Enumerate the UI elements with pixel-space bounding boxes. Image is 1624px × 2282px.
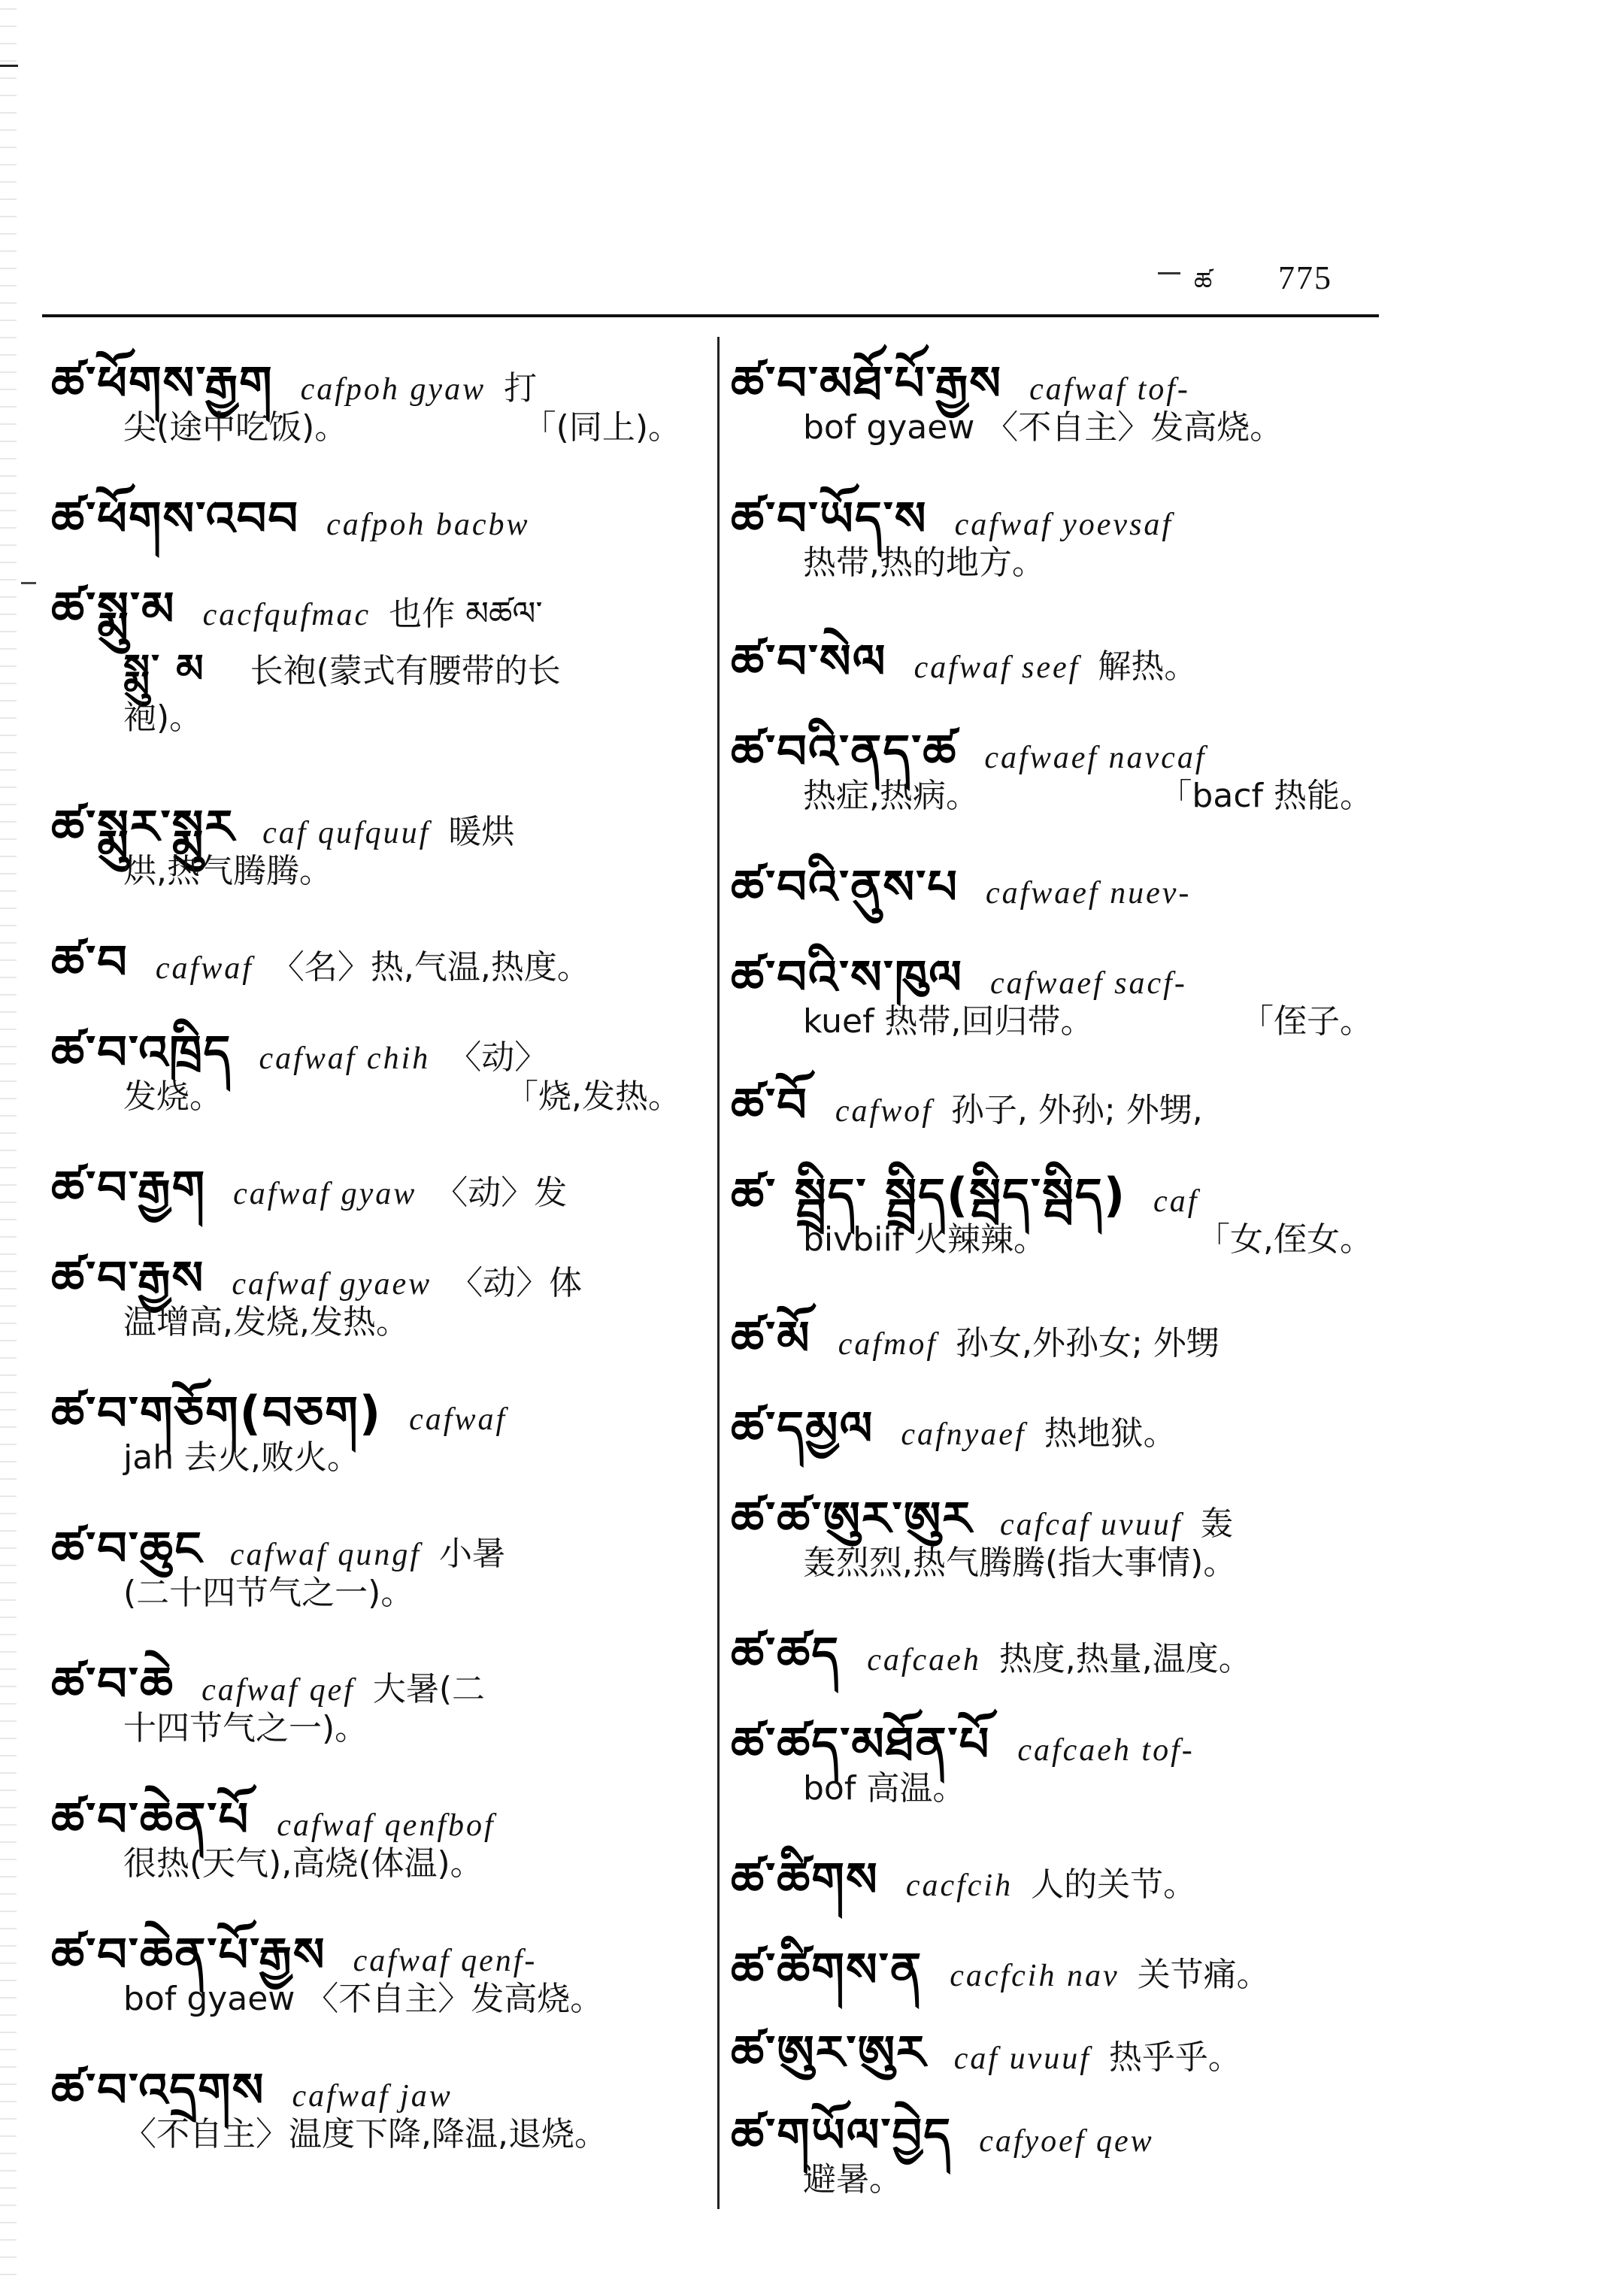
entry-first-line xyxy=(51,1226,687,1305)
entry-continuation-line xyxy=(51,690,687,755)
headword: ཚ་བའི་ནད་ཚ xyxy=(731,724,958,779)
entry-first-line xyxy=(51,1902,687,1982)
headword: ཚ་ཕོགས་འབབ xyxy=(51,491,300,546)
gloss: 解热。 xyxy=(1098,647,1198,686)
romanization: caf xyxy=(1153,1184,1199,1219)
headword: ཚ་བའི་ས་ཁུལ xyxy=(731,950,964,1005)
page-number: 775 xyxy=(1278,259,1332,296)
entry-first-line xyxy=(51,331,687,411)
entry-first-line xyxy=(731,835,1379,914)
headword: ཚ་བ་སེལ xyxy=(731,634,887,689)
continuation-text: 很热(天气),高烧(体温)。 xyxy=(123,1844,483,1883)
dictionary-entry xyxy=(51,466,687,546)
continuation-text: 〈不自主〉温度下降,降温,退烧。 xyxy=(123,2115,607,2153)
scan-edge-noise xyxy=(0,0,17,2282)
cross-reference-note: 「女,侄女。 xyxy=(1197,1220,1373,1259)
entry-first-line xyxy=(731,1376,1379,1456)
dictionary-entry xyxy=(731,2000,1379,2080)
continuation-text: bof gyaew 〈不自主〉发高烧。 xyxy=(803,408,1283,447)
dictionary-entry xyxy=(731,466,1379,600)
continuation-text: bof gyaew 〈不自主〉发高烧。 xyxy=(123,1980,604,2018)
dictionary-entry xyxy=(731,1143,1379,1277)
romanization: cafwaf gyaew xyxy=(232,1267,432,1302)
headword: ཚ་དམྱལ xyxy=(731,1401,874,1456)
gloss: 〈动〉 xyxy=(448,1038,548,1077)
header-dash xyxy=(1158,272,1180,274)
gloss: 孙女,外孙女; 外甥 xyxy=(956,1324,1220,1362)
gloss: 〈动〉体 xyxy=(450,1264,583,1302)
entry-first-line xyxy=(51,1361,687,1441)
headword: ཚ་གཡོལ་བྱེད xyxy=(731,2108,953,2162)
margin-mark xyxy=(21,582,36,584)
dictionary-entry xyxy=(51,1767,687,1901)
dictionary-entry xyxy=(51,910,687,989)
entry-first-line xyxy=(51,1632,687,1711)
entry-first-line xyxy=(51,774,687,854)
column-divider xyxy=(717,337,720,2209)
romanization: cafwaf xyxy=(409,1402,508,1437)
cross-reference-note: 「(同上)。 xyxy=(523,408,681,447)
romanization: cafwaf seef xyxy=(914,650,1080,685)
romanization: cacfcih nav xyxy=(950,1959,1120,1993)
romanization: cafwaf qenfbof xyxy=(277,1808,495,1843)
continuation-text: kuef 热带,回归带。 xyxy=(803,1002,1094,1041)
dictionary-entry xyxy=(731,1376,1379,1456)
headword: ཚ་ཚིགས་ན xyxy=(731,1942,923,1997)
headword: ཚ་བ་རྒྱག xyxy=(51,1160,207,1215)
entry-first-line xyxy=(51,1496,687,1576)
romanization: cacfcih xyxy=(905,1868,1013,1903)
headword: ཚ་བ་མཐོ་པོ་རྒྱས xyxy=(731,356,1003,411)
gloss: 轰 xyxy=(1200,1505,1234,1543)
dictionary-entry xyxy=(51,331,687,465)
gloss: 孙子, 外孙; 外甥, xyxy=(950,1091,1203,1129)
romanization: caf uvuuf xyxy=(953,2041,1091,2076)
gloss: 打 xyxy=(504,369,538,408)
romanization: cafwaf jaw xyxy=(292,2079,453,2114)
continuation-text: 热带,热的地方。 xyxy=(803,544,1045,582)
continuation-text: 温增高,发烧,发热。 xyxy=(123,1303,409,1341)
continuation-text: 袍)。 xyxy=(123,699,203,737)
entry-first-line xyxy=(51,1767,687,1847)
headword: ཚ་བ་འཁྲིད xyxy=(51,1025,232,1080)
entry-first-line xyxy=(731,1827,1379,1907)
entry-first-line xyxy=(731,2000,1379,2080)
romanization: cafwaef sacf- xyxy=(990,966,1187,1001)
headword: ཚ་ སྦྲིད་ སྦྲིད(སྦིད་སྦིད) xyxy=(731,1168,1127,1223)
entry-first-line xyxy=(51,1000,687,1080)
headword: ཚ་བ་གཅོག(བཅག) xyxy=(51,1386,383,1441)
cross-reference-note: 「侄子。 xyxy=(1241,1002,1373,1041)
entry-first-line xyxy=(731,1466,1379,1546)
dictionary-entry xyxy=(731,1466,1379,1600)
dictionary-entry xyxy=(731,609,1379,689)
headword: ཚ་བོ xyxy=(731,1077,808,1132)
entry-first-line xyxy=(51,2038,687,2117)
romanization: cafwaf qef xyxy=(201,1673,355,1708)
cross-reference-note: 「烧,发热。 xyxy=(505,1077,681,1116)
romanization: cafwaef navcaf xyxy=(984,741,1207,775)
headword: ཚ་མོ xyxy=(731,1311,811,1365)
romanization: cafwaf tof- xyxy=(1029,372,1190,407)
entry-first-line xyxy=(731,925,1379,1005)
corner-mark xyxy=(0,65,18,67)
dictionary-entry xyxy=(51,1135,687,1215)
continuation-text: 热症,热病。 xyxy=(803,777,979,815)
dictionary-entry xyxy=(51,556,687,755)
headword: ཚ་ཚིགས xyxy=(731,1852,879,1907)
headword: ཚ་བ་ཆེན་པོ་རྒྱས xyxy=(51,1927,326,1982)
continuation-text: (二十四节气之一)。 xyxy=(123,1574,414,1612)
entry-first-line xyxy=(731,1053,1379,1132)
romanization: cafcaf uvuuf xyxy=(999,1508,1183,1542)
romanization: cafwaef nuev- xyxy=(985,876,1192,911)
romanization: cacfqufmac xyxy=(202,598,371,632)
continuation-text: 长袍(蒙式有腰带的长 xyxy=(250,652,561,690)
headword: ཚ་བ་ཡོད་ས xyxy=(731,491,928,546)
header-rule xyxy=(42,314,1379,317)
romanization: cafnyaef xyxy=(901,1417,1026,1452)
entry-first-line xyxy=(731,1602,1379,1681)
dictionary-entry xyxy=(731,1692,1379,1826)
continuation-text: jah 去火,败火。 xyxy=(123,1438,361,1477)
continuation-text: 避暑。 xyxy=(803,2160,902,2199)
romanization: cafpoh gyaw xyxy=(300,372,486,407)
entry-first-line xyxy=(731,1692,1379,1771)
entry-continuation-line xyxy=(51,626,687,690)
section-letter: ཚ xyxy=(1194,267,1213,297)
dictionary-entry xyxy=(51,774,687,908)
headword: ཚ་ཚད xyxy=(731,1626,841,1681)
dictionary-entry xyxy=(731,835,1379,914)
romanization: cafcaeh xyxy=(867,1643,981,1677)
continuation-text: bivbiif 火辣辣。 xyxy=(803,1220,1047,1259)
dictionary-entry xyxy=(731,1602,1379,1681)
headword: ཚ་བ་རྒྱས xyxy=(51,1250,205,1305)
gloss: 人的关节。 xyxy=(1031,1865,1197,1904)
entry-first-line xyxy=(731,1917,1379,1997)
dictionary-entry xyxy=(731,1053,1379,1132)
headword: ཚ་སྨུ་མ xyxy=(51,581,176,636)
dictionary-entry xyxy=(51,1902,687,2036)
entry-first-line xyxy=(731,2083,1379,2162)
headword: ཚ་སྨུར་སྨུར xyxy=(51,799,236,854)
romanization: cafmof xyxy=(838,1327,938,1362)
romanization: cafcaeh tof- xyxy=(1017,1733,1195,1768)
dictionary-entry xyxy=(731,2083,1379,2217)
romanization: cafwaf qenf- xyxy=(353,1944,538,1978)
continuation-text: 烘,热气腾腾。 xyxy=(123,852,332,890)
gloss: 热乎乎。 xyxy=(1108,2038,1241,2077)
romanization: cafyoef qew xyxy=(979,2124,1154,2159)
dictionary-entry xyxy=(51,1361,687,1495)
dictionary-entry xyxy=(51,1632,687,1765)
dictionary-entry xyxy=(51,1000,687,1134)
dictionary-entry xyxy=(731,925,1379,1059)
gloss: 〈名〉热,气温,热度。 xyxy=(271,948,590,986)
continuation-text: 发烧。 xyxy=(123,1077,223,1116)
romanization: caf qufquuf xyxy=(262,816,431,850)
dictionary-entry xyxy=(731,1917,1379,1997)
headword: ཚ་ཚ་ཨུར་ཨུར xyxy=(731,1491,973,1546)
entry-first-line xyxy=(731,609,1379,689)
continuation-text: 轰烈烈,热气腾腾(指大事情)。 xyxy=(803,1544,1237,1582)
dictionary-entry xyxy=(51,1226,687,1359)
romanization: cafwaf qungf xyxy=(229,1538,422,1572)
romanization: cafpoh bacbw xyxy=(326,508,530,542)
entry-first-line xyxy=(51,556,687,636)
headword: ཚ་བ་ཆུང xyxy=(51,1521,203,1576)
gloss: 小暑 xyxy=(439,1535,506,1573)
entry-first-line xyxy=(51,1135,687,1215)
entry-first-line xyxy=(731,466,1379,546)
continuation-text: 十四节气之一)。 xyxy=(123,1709,368,1747)
entry-first-line xyxy=(51,910,687,989)
continuation-tibetan: སྨུ་ མ xyxy=(123,647,205,692)
gloss: 热度,热量,温度。 xyxy=(998,1640,1252,1678)
headword: ཚ་ཨུར་ཨུར xyxy=(731,2025,927,2080)
headword: ཚ་ཚད་མཐོན་པོ xyxy=(731,1717,991,1771)
entry-first-line xyxy=(731,699,1379,779)
continuation-text: bof 高温。 xyxy=(803,1769,966,1808)
cross-reference-note: 「bacf 热能。 xyxy=(1159,777,1373,815)
headword: ཚ་བ་ཆེ xyxy=(51,1656,175,1711)
dictionary-entry xyxy=(731,1286,1379,1365)
dictionary-entry xyxy=(51,2038,687,2171)
headword: ཚ་བའི་ནུས་པ xyxy=(731,859,959,914)
gloss: 也作 མཚལ་ xyxy=(389,595,543,633)
dictionary-entry xyxy=(731,1827,1379,1907)
romanization: cafwaf gyaw xyxy=(233,1177,417,1211)
dictionary-entry xyxy=(731,331,1379,465)
dictionary-entry xyxy=(731,699,1379,833)
continuation-text: 尖(途中吃饭)。 xyxy=(123,408,348,447)
entry-first-line xyxy=(51,466,687,546)
entry-first-line xyxy=(731,1286,1379,1365)
dictionary-entry xyxy=(51,1496,687,1630)
headword: ཚ་བ xyxy=(51,935,129,989)
headword: ཚ་ཕོགས་རྒྱག xyxy=(51,356,274,411)
headword: ཚ་བ་ཆེན་པོ xyxy=(51,1792,250,1847)
gloss: 大暑(二 xyxy=(372,1670,486,1708)
gloss: 暖烘 xyxy=(448,813,515,851)
romanization: cafwof xyxy=(835,1094,933,1129)
romanization: cafwaf yoevsaf xyxy=(954,508,1174,542)
gloss: 关节痛。 xyxy=(1137,1956,1270,1994)
gloss: 热地狱。 xyxy=(1044,1414,1177,1453)
headword: ཚ་བ་འདྲགས xyxy=(51,2062,265,2117)
entry-first-line xyxy=(731,1143,1379,1223)
entry-first-line xyxy=(731,331,1379,411)
gloss: 〈动〉发 xyxy=(435,1174,568,1212)
romanization: cafwaf chih xyxy=(259,1041,431,1076)
romanization: cafwaf xyxy=(155,951,253,986)
